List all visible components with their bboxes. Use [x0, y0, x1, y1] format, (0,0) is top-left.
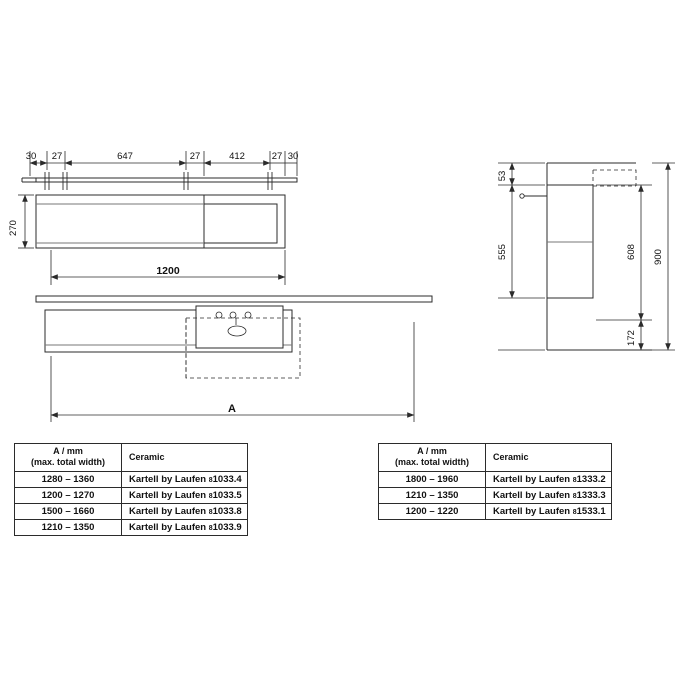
- cell-ceramic: [122, 471, 248, 487]
- table-row: [15, 471, 248, 487]
- cell-width: 1280 – 1360: [15, 471, 122, 487]
- header-width-line1: A / mm: [53, 446, 83, 456]
- ceramic-sub: 8: [208, 524, 213, 532]
- ceramic-sub: 8: [572, 492, 577, 500]
- header-ceramic-right: Ceramic: [486, 444, 612, 472]
- table-row: [379, 487, 612, 503]
- dim-30-left-label: 30: [25, 151, 37, 162]
- header-width-right: [379, 444, 486, 472]
- ceramic-num: 1033.4: [212, 473, 242, 485]
- ceramic-name: Kartell by Laufen: [129, 505, 207, 517]
- ceramic-num: 1033.8: [212, 505, 242, 517]
- side-label-53: 53: [497, 170, 508, 182]
- dim-30-right-label: 30: [287, 151, 299, 162]
- cell-width: 1210 – 1350: [379, 487, 486, 503]
- variant-table-left: [14, 443, 248, 536]
- ceramic-name: Kartell by Laufen: [129, 473, 207, 485]
- side-label-555: 555: [497, 244, 508, 260]
- side-basin-dashed: [593, 170, 636, 186]
- variant-table-right: [378, 443, 612, 520]
- depth-dimension: [18, 195, 34, 248]
- top-dimension-labels: [26, 151, 299, 162]
- ceramic-sub: 8: [572, 508, 577, 516]
- table-header-row: [15, 444, 248, 472]
- ceramic-name: Kartell by Laufen: [129, 489, 207, 501]
- table-row: [379, 471, 612, 487]
- ceramic-sub: 8: [208, 508, 213, 516]
- side-label-608: 608: [626, 244, 637, 260]
- ceramic-num: 1333.3: [576, 489, 606, 501]
- cell-ceramic: [486, 487, 612, 503]
- cell-ceramic: [122, 487, 248, 503]
- ceramic-num: 1533.1: [576, 505, 606, 517]
- cell-width: 1500 – 1660: [15, 503, 122, 519]
- cell-ceramic: [122, 519, 248, 535]
- dim-647-label: 647: [117, 151, 133, 162]
- header-ceramic-left: Ceramic: [122, 444, 248, 472]
- ceramic-num: 1333.2: [576, 473, 606, 485]
- ceramic-num: 1033.5: [212, 489, 242, 501]
- table-header-row: [379, 444, 612, 472]
- table-row: [15, 487, 248, 503]
- dim-27-b-label: 27: [189, 151, 201, 162]
- ceramic-sub: 8: [572, 476, 577, 484]
- ceramic-sub: 8: [208, 492, 213, 500]
- ceramic-name: Kartell by Laufen: [129, 521, 207, 533]
- table-row: [15, 519, 248, 535]
- header-width-line1: A / mm: [417, 446, 447, 456]
- cell-ceramic: [486, 471, 612, 487]
- header-width-line2: (max. total width): [395, 457, 469, 468]
- header-width-left: [15, 444, 122, 472]
- top-dimension-chain: [30, 151, 297, 176]
- cell-width: 1200 – 1270: [15, 487, 122, 503]
- cell-ceramic: [122, 503, 248, 519]
- depth-label-270: 270: [8, 220, 19, 236]
- side-label-900: 900: [653, 249, 664, 265]
- ceramic-name: Kartell by Laufen: [493, 505, 571, 517]
- dim-27-c-label: 27: [271, 151, 283, 162]
- table-row: [379, 503, 612, 519]
- front-view-group: [36, 296, 432, 352]
- ceramic-name: Kartell by Laufen: [493, 473, 571, 485]
- side-fixing-detail: [520, 194, 547, 198]
- ceramic-num: 1033.9: [212, 521, 242, 533]
- cell-ceramic: [486, 503, 612, 519]
- cell-width: 1800 – 1960: [379, 471, 486, 487]
- dim-27-a-label: 27: [51, 151, 63, 162]
- cell-width: 1200 – 1220: [379, 503, 486, 519]
- ceramic-name: Kartell by Laufen: [493, 489, 571, 501]
- dim-412-label: 412: [229, 151, 245, 162]
- cell-width: 1210 – 1350: [15, 519, 122, 535]
- ceramic-sub: 8: [208, 476, 213, 484]
- overall-label-A: A: [228, 403, 236, 415]
- table-row: [15, 503, 248, 519]
- header-width-line2: (max. total width): [31, 457, 105, 468]
- side-label-172: 172: [626, 330, 637, 346]
- width-label-1200: 1200: [156, 265, 180, 277]
